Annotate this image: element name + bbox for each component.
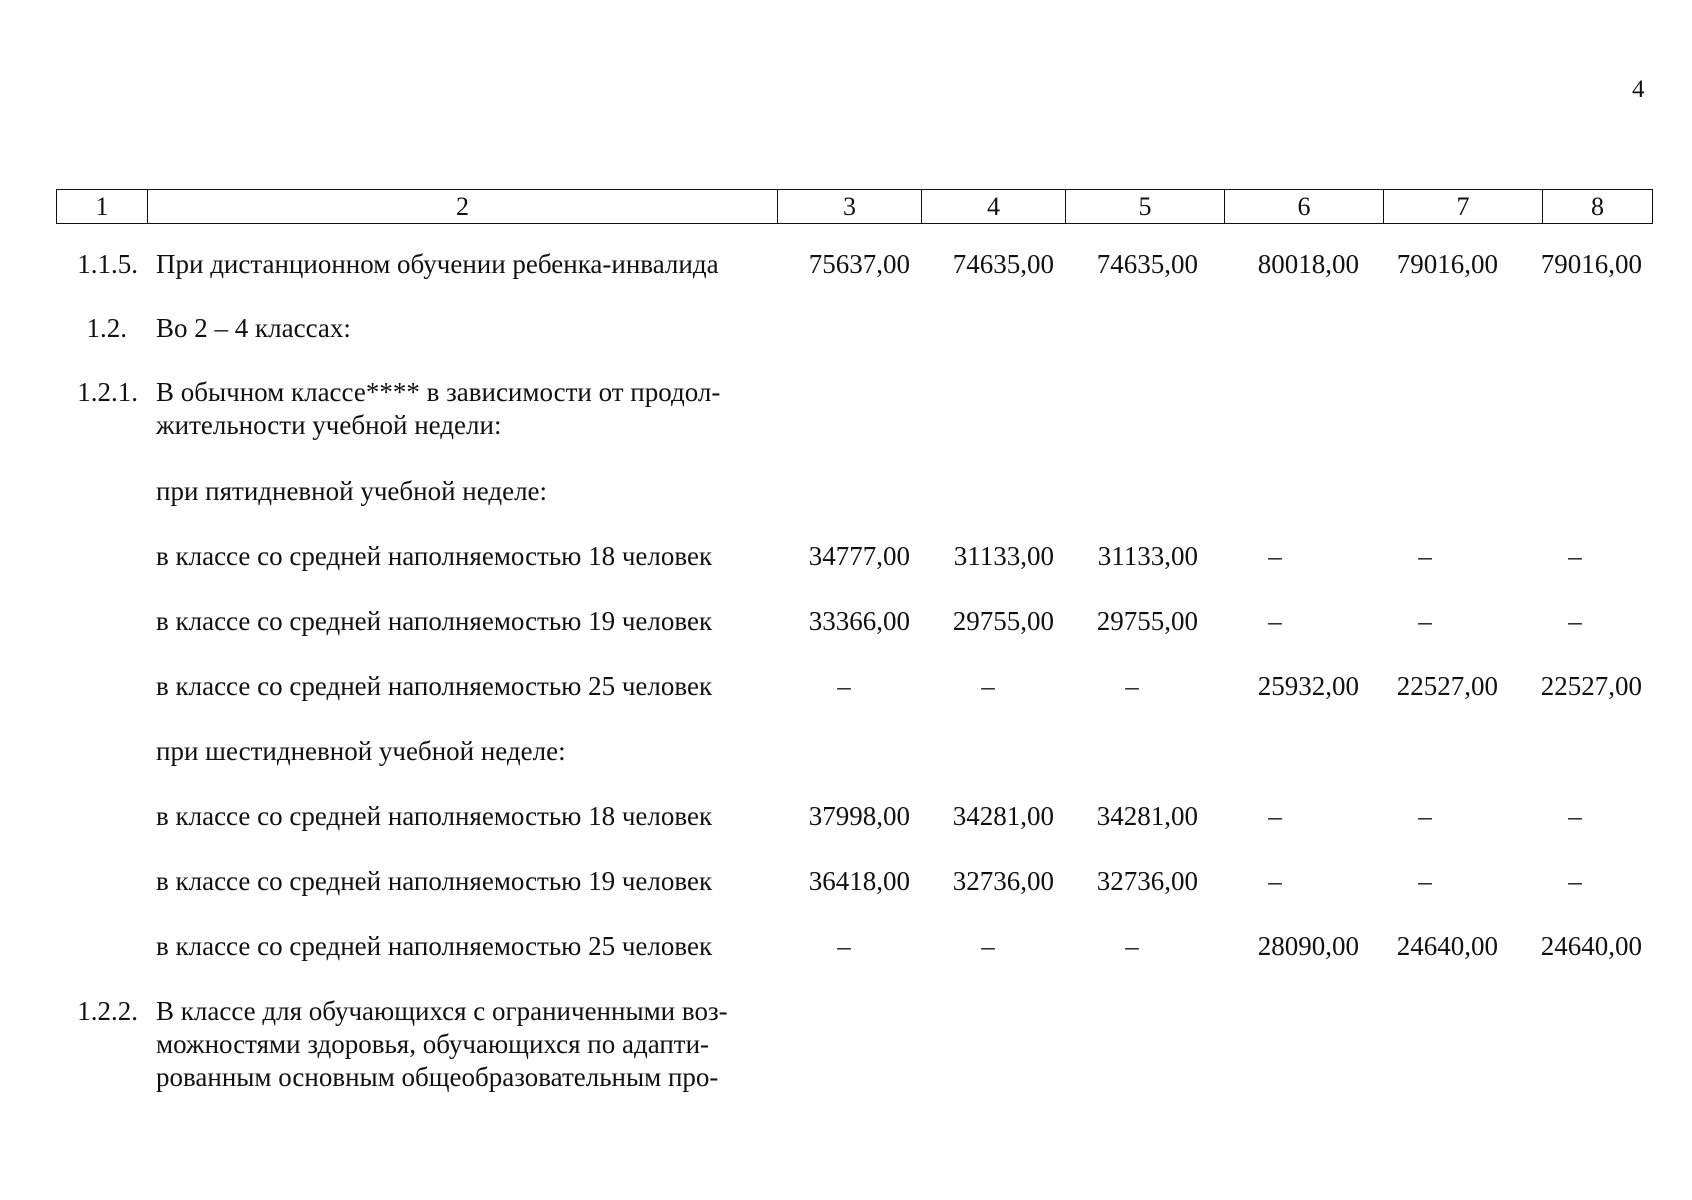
row-label: в классе со средней наполняемостью 25 человек [156, 671, 713, 701]
row-label-line: жительности учебной недели: [156, 410, 502, 440]
cell-col-4: 32736,00 [952, 866, 1054, 896]
cell-col-3: 36418,00 [808, 866, 910, 896]
cell-col-7: 24640,00 [1396, 931, 1498, 961]
row-number: 1.2. [86, 313, 127, 343]
cell-col-7: 22527,00 [1396, 671, 1498, 701]
header-col-6: 6 [1225, 190, 1384, 224]
cell-col-8: – [1568, 801, 1582, 831]
cell-col-3: 33366,00 [808, 606, 910, 636]
cell-col-6: – [1268, 801, 1282, 831]
cell-col-4: – [981, 931, 995, 961]
row-label-line: рованным основным общеобразовательным про- [156, 1062, 719, 1092]
row-label-line: можностями здоровья, обучающихся по адапти- [156, 1029, 710, 1059]
cell-col-5: 29755,00 [1096, 606, 1198, 636]
row-label: в классе со средней наполняемостью 19 человек [156, 606, 713, 636]
row-label: в классе со средней наполняемостью 19 человек [156, 866, 713, 896]
cell-col-3: 75637,00 [808, 249, 910, 279]
header-col-1: 1 [57, 190, 148, 224]
cell-col-3: 34777,00 [808, 541, 910, 571]
row-label: в классе со средней наполняемостью 25 человек [156, 931, 713, 961]
cell-col-8: 24640,00 [1540, 931, 1642, 961]
cell-col-3: 37998,00 [808, 801, 910, 831]
cell-col-7: – [1418, 801, 1432, 831]
row-label: Во 2 – 4 классах: [156, 313, 351, 343]
cell-col-6: 25932,00 [1257, 671, 1359, 701]
cell-col-5: 74635,00 [1096, 249, 1198, 279]
header-col-8: 8 [1543, 190, 1653, 224]
cell-col-6: 28090,00 [1257, 931, 1359, 961]
header-col-7: 7 [1384, 190, 1543, 224]
row-label [156, 995, 766, 1094]
cell-col-7: – [1418, 606, 1432, 636]
header-col-5: 5 [1066, 190, 1225, 224]
cell-col-7: – [1418, 866, 1432, 896]
cell-col-6: 80018,00 [1257, 249, 1359, 279]
cell-col-6: – [1268, 606, 1282, 636]
header-col-4: 4 [922, 190, 1066, 224]
row-label-line: В обычном классе**** в зависимости от продол- [156, 377, 721, 407]
row-number: 1.2.2. [77, 996, 138, 1026]
row-label: При дистанционном обучении ребенка-инвалида [156, 249, 719, 279]
cell-col-6: – [1268, 541, 1282, 571]
cell-col-5: 32736,00 [1096, 866, 1198, 896]
cell-col-6: – [1268, 866, 1282, 896]
row-label: в классе со средней наполняемостью 18 человек [156, 541, 713, 571]
row-label: при шестидневной учебной неделе: [156, 736, 566, 766]
row-label [156, 376, 766, 442]
cell-col-4: – [981, 671, 995, 701]
cell-col-3: – [837, 931, 851, 961]
cell-col-7: 79016,00 [1396, 249, 1498, 279]
row-label-line: В классе для обучающихся с ограниченными воз- [156, 996, 728, 1026]
cell-col-3: – [837, 671, 851, 701]
row-label: при пятидневной учебной неделе: [156, 476, 548, 506]
cell-col-4: 29755,00 [952, 606, 1054, 636]
cell-col-8: 22527,00 [1540, 671, 1642, 701]
cell-col-5: 31133,00 [1097, 541, 1198, 571]
cell-col-5: – [1125, 671, 1139, 701]
cell-col-8: – [1568, 541, 1582, 571]
row-number: 1.1.5. [77, 249, 138, 279]
header-col-2: 2 [148, 190, 778, 224]
cell-col-7: – [1418, 541, 1432, 571]
column-number-header [56, 189, 1653, 224]
cell-col-4: 74635,00 [952, 249, 1054, 279]
cell-col-8: 79016,00 [1540, 249, 1642, 279]
header-col-3: 3 [778, 190, 922, 224]
row-label: в классе со средней наполняемостью 18 человек [156, 801, 713, 831]
cell-col-4: 31133,00 [953, 541, 1054, 571]
cell-col-5: 34281,00 [1096, 801, 1198, 831]
cell-col-4: 34281,00 [952, 801, 1054, 831]
cell-col-8: – [1568, 866, 1582, 896]
page-number: 4 [1632, 76, 1645, 103]
cell-col-8: – [1568, 606, 1582, 636]
row-number: 1.2.1. [77, 377, 138, 407]
cell-col-5: – [1125, 931, 1139, 961]
